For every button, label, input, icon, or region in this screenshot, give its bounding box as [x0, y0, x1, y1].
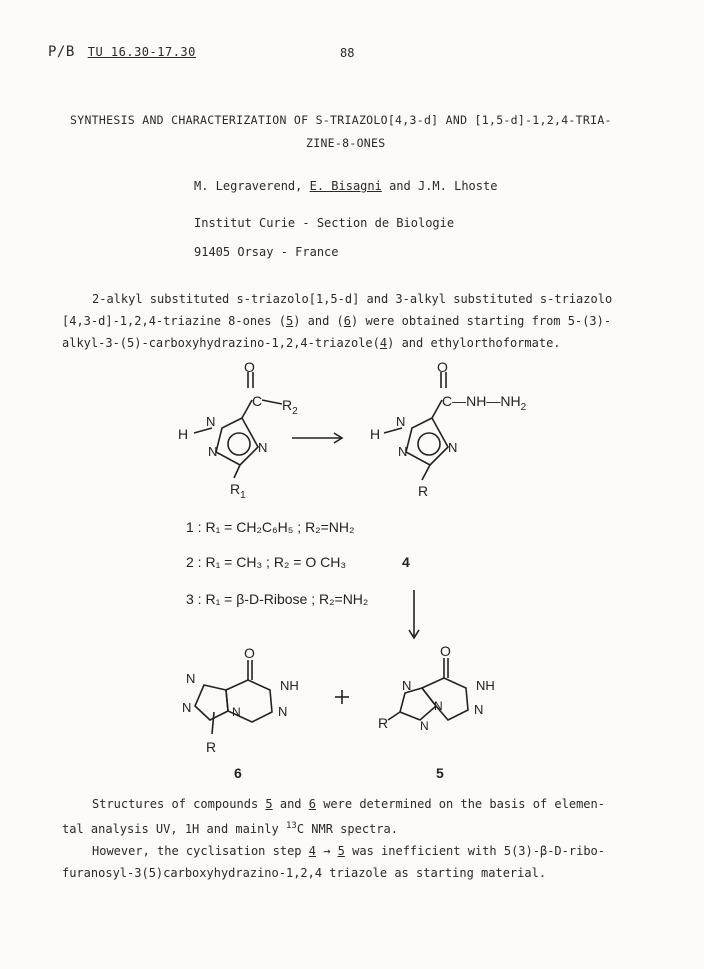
atom-N-5c: N: [434, 699, 443, 713]
plus-sign: +: [338, 692, 339, 693]
atom-NH-6: NH: [280, 678, 299, 693]
conclusion-paragraph: [62, 793, 605, 884]
compound-6-label: 6: [234, 765, 242, 781]
ref-5: 5: [265, 797, 273, 811]
address: 91405 Orsay - France: [194, 245, 339, 259]
atom-N1-4: N: [396, 414, 406, 429]
atom-O-left: O: [244, 360, 255, 375]
triazole-ring-6: [195, 685, 228, 720]
atom-N1-left: N: [206, 414, 216, 429]
triazole-ring-4: [406, 418, 448, 465]
institution: Institut Curie - Section de Biologie: [194, 216, 455, 230]
ref-4: 4: [379, 336, 388, 350]
R1-label: $R_1$: [230, 481, 246, 501]
atom-H-4: H: [370, 426, 381, 442]
atom-O-4: O: [437, 360, 448, 375]
compound-2-definition: 2 : R₁ = CH₃ ; R₂ = O CH₃: [186, 554, 347, 570]
reaction-scheme: [0, 360, 704, 790]
ref-5: 5: [337, 844, 345, 858]
intro-line-3: alkyl-3-(5)-carboxyhydrazino-1,2,4-triazole(4) and ethylorthoformate.: [62, 336, 561, 350]
atom-N2-left: N: [258, 440, 268, 455]
author-before: M. Legraverend,: [194, 179, 310, 193]
atom-N3-4: N: [398, 444, 408, 459]
header-code: [48, 44, 196, 60]
conclusion-line-1: Structures of compounds 5 and 6 were determined on the basis of elemen-: [92, 797, 605, 811]
atom-N2-4: N: [448, 440, 458, 455]
conclusion-line-3: However, the cyclisation step 4 → 5 was inefficient with 5(3)-β-D-ribo-: [92, 844, 605, 858]
ref-6: 6: [308, 797, 316, 811]
conclusion-line-2: tal analysis UV, 1H and mainly $^{13}$C NMR spectra.: [62, 821, 398, 836]
atom-N-6a: N: [186, 671, 196, 686]
paper-title-line1: SYNTHESIS AND CHARACTERIZATION OF S-TRIAZOLO[4,3-d] AND [1,5-d]-1,2,4-TRIA-: [70, 113, 612, 127]
session-time: TU 16.30-17.30: [87, 45, 196, 59]
compound-4-label: 4: [402, 554, 410, 570]
triazole-ring-left: [216, 418, 258, 465]
atom-N-6b: N: [182, 700, 192, 715]
atom-N-6d: N: [278, 704, 288, 719]
ref-6: 6: [343, 314, 352, 328]
atom-O-6: O: [244, 645, 255, 661]
compound-3-definition: 3 : R₁ = β-D-Ribose ; R₂=NH₂: [186, 591, 369, 607]
atom-N-5a: N: [402, 678, 412, 693]
author-after: and J.M. Lhoste: [381, 179, 498, 193]
reaction-arrow: →: [315, 844, 338, 858]
atom-O-5: O: [440, 643, 451, 659]
intro-line-1: 2-alkyl substituted s-triazolo[1,5-d] and 3-alkyl substituted s-triazolo: [92, 292, 613, 306]
atom-N3-left: N: [208, 444, 218, 459]
atom-C-left: C: [252, 393, 263, 409]
atom-C-4: $C—NH—NH_2$: [442, 393, 527, 413]
R-label-5: R: [378, 715, 389, 731]
triazine-ring-5: [422, 678, 468, 720]
compound-1-definition: 1 : R₁ = CH₂C₆H₅ ; R₂=NH₂: [186, 519, 355, 535]
session-code: P/B: [48, 44, 75, 60]
atom-H-left: H: [178, 426, 189, 442]
author-presenting: E. Bisagni: [309, 179, 382, 193]
R-label-6: R: [206, 739, 217, 755]
ref-5: 5: [285, 314, 294, 328]
isotope-13: 13: [285, 821, 297, 831]
atom-N-6c: N: [232, 705, 241, 719]
atom-N-5b: N: [420, 719, 429, 733]
conclusion-line-4: furanosyl-3(5)carboxyhydrazino-1,2,4 triazole as starting material.: [62, 866, 547, 880]
intro-paragraph: [62, 288, 612, 354]
R2-label: $R_2$: [282, 397, 298, 417]
intro-line-2: [4,3-d]-1,2,4-triazine 8-ones (5) and (6) were obtained starting from 5-(3)-: [62, 314, 612, 328]
atom-NH-5: NH: [476, 678, 495, 693]
ref-4: 4: [308, 844, 316, 858]
atom-N-5d: N: [474, 702, 484, 717]
R-label-4: R: [418, 483, 429, 499]
compound-5-label: 5: [436, 765, 444, 781]
page-number: 88: [340, 46, 355, 60]
author-list: [194, 179, 497, 193]
paper-title-line2: ZINE-8-ONES: [306, 136, 386, 150]
